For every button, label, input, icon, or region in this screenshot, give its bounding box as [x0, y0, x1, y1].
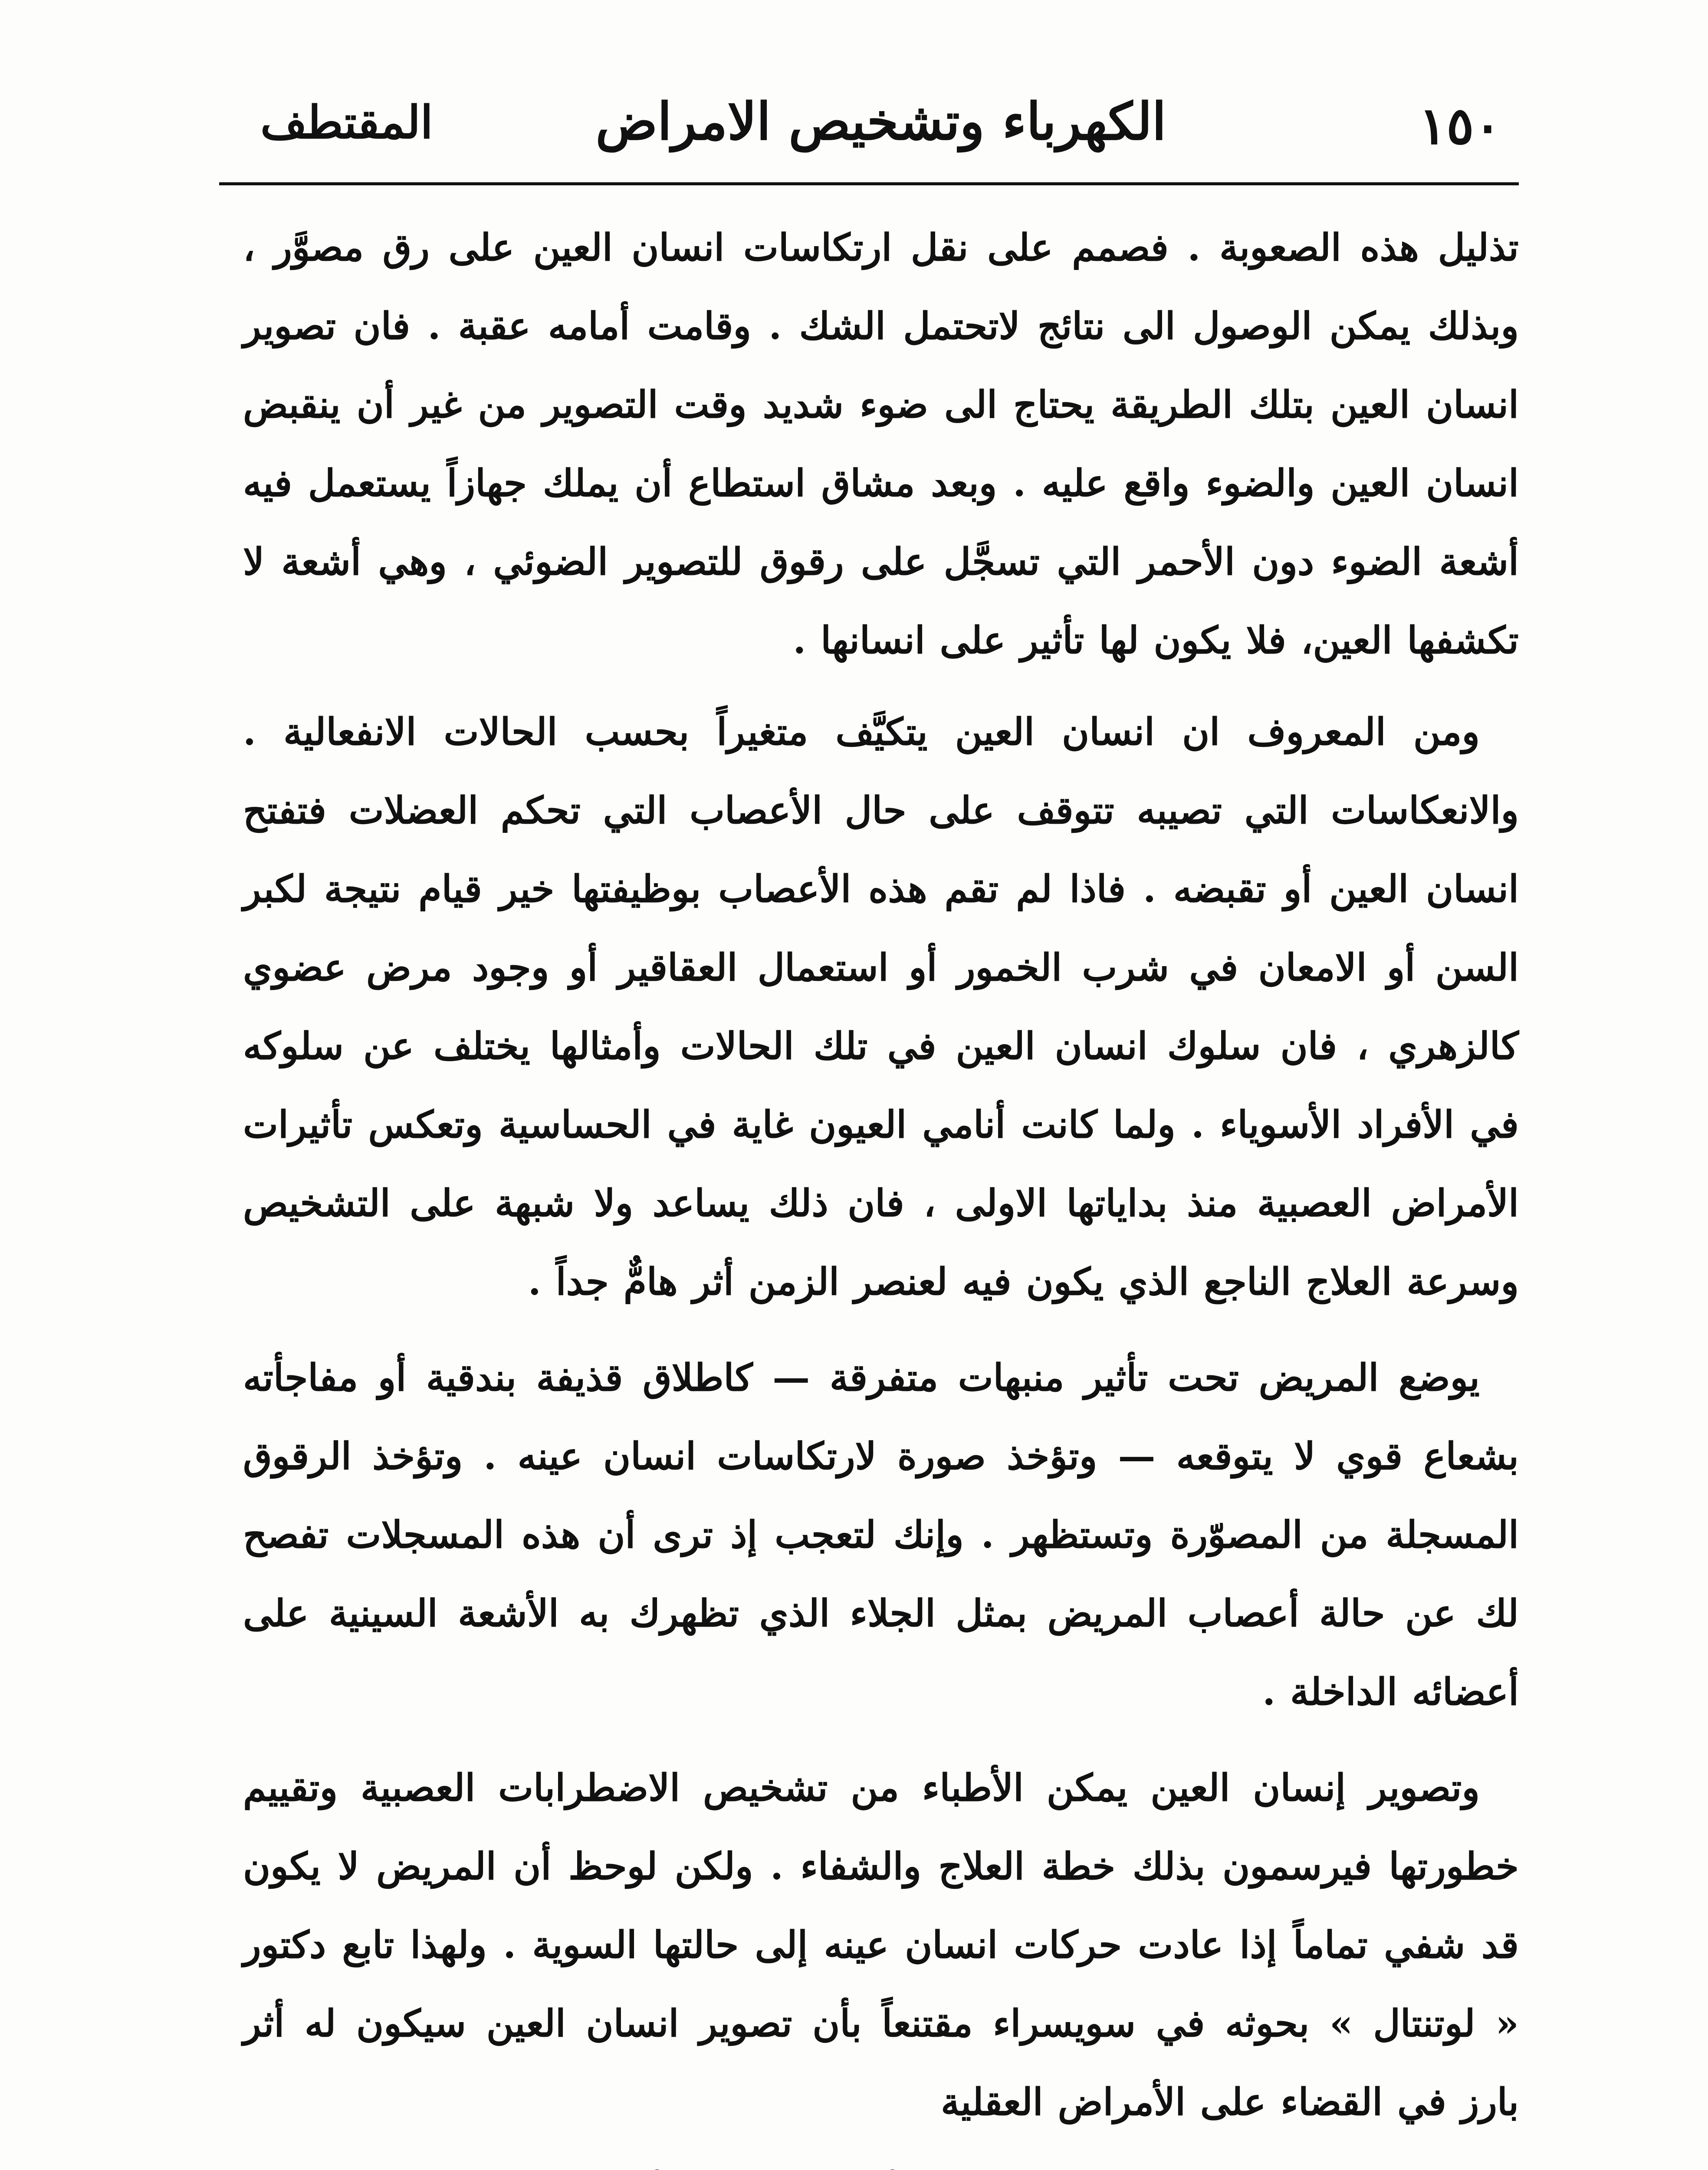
header-rule: [219, 182, 1519, 185]
article-body: [243, 208, 1519, 2170]
running-title: الكهرباء وتشخيص الامراض: [595, 91, 1166, 151]
page-number: ١٥٠: [1419, 95, 1501, 156]
journal-name: المقتطف: [260, 95, 433, 149]
running-header: [243, 82, 1519, 169]
paragraph-1: تذليل هذه الصعوبة . فصمم على نقل ارتكاسات انسان العين على رق مصوَّر ، وبذلك يمكن الوصول الى نتائج لاتحتمل الشك . وقامت أمامه عقبة . فان تصوير انسان العين بتلك الطريقة يحتاج الى ضوء شديد وقت التصوير من غير أن ينقبض انسان العين والضوء واقع عليه . وبعد مشاق استطاع أن يملك جهازاً يستعمل فيه أشعة الضوء دون الأحمر التي تسجَّل على رقوق للتصوير الضوئي ، وهي أشعة لا تكشفها العين، فلا يكون لها تأثير على انسانها .: [243, 226, 1519, 662]
paragraph-4: وتصوير إنسان العين يمكن الأطباء من تشخيص الاضطرابات العصبية وتقييم خطورتها فيرسمون بذلك خطة العلاج والشفاء . ولكن لوحظ أن المريض لا يكون قد شفي تماماً إذا عادت حركات انسان عينه إلى حالتها السوية . ولهذا تابع دكتور « لوتنتال » بحوثه في سويسراء مقتنعاً بأن تصوير انسان العين سيكون له أثر بارز في القضاء على الأمراض العقلية: [243, 1766, 1519, 2124]
paragraph-5: [243, 2155, 1519, 2170]
paragraph-2: ومن المعروف ان انسان العين يتكيَّف متغيراً بحسب الحالات الانفعالية . والانعكاسات التي تصيبه تتوقف على حال الأعصاب التي تحكم العضلات فتفتح انسان العين أو تقبضه . فاذا لم تقم هذه الأعصاب بوظيفتها خير قيام نتيجة لكبر السن أو الامعان في شرب الخمور أو استعمال العقاقير أو وجود مرض عضوي كالزهري ، فان سلوك انسان العين في تلك الحالات وأمثالها يختلف عن سلوكه في الأفراد الأسوياء . ولما كانت أنامي العيون غاية في الحساسية وتعكس تأثيرات الأمراض العصبية منذ بداياتها الاولى ، فان ذلك يساعد ولا شبهة على التشخيص وسرعة العلاج الناجع الذي يكون فيه لعنصر الزمن أثر هامٌّ جداً .: [243, 710, 1519, 1304]
paragraph-3: يوضع المريض تحت تأثير منبهات متفرقة — كاطلاق قذيفة بندقية أو مفاجأته بشعاع قوي لا يتوقعه — وتؤخذ صورة لارتكاسات انسان عينه . وتؤخذ الرقوق المسجلة من المصوّرة وتستظهر . وإنك لتعجب إذ ترى أن هذه المسجلات تفصح لك عن حالة أعصاب المريض بمثل الجلاء الذي تظهرك به الأشعة السينية على أعضائه الداخلة .: [243, 1356, 1519, 1714]
